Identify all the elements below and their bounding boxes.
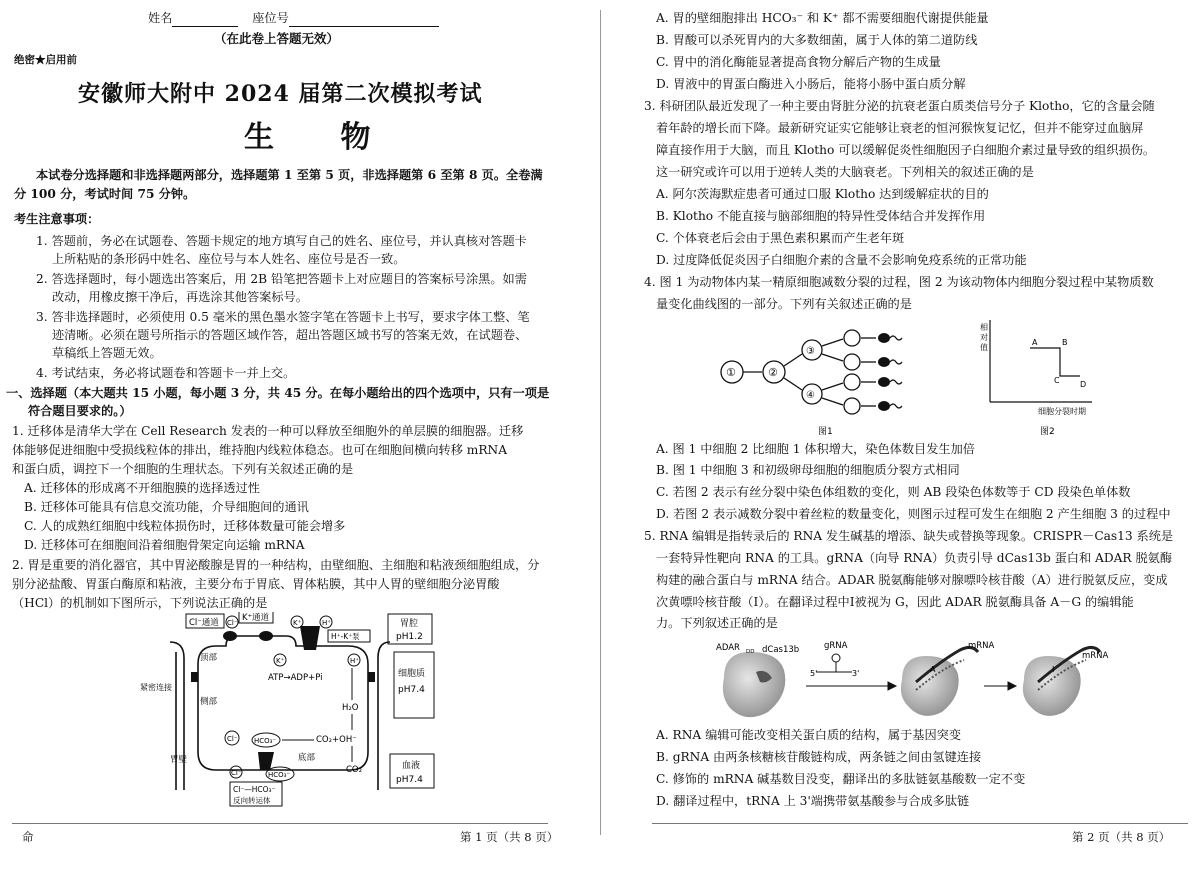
right-page: [600, 0, 1200, 885]
cl-ion: Cl⁻: [227, 619, 238, 627]
cell-4-label: ④: [806, 390, 815, 401]
y-axis-label-3: 值: [980, 343, 988, 352]
notice-title: 考生注意事项：: [14, 212, 100, 226]
point-d-label: D: [1080, 380, 1087, 389]
cell-3-label: ③: [806, 346, 815, 357]
stomach-wall-label: 胃壁: [170, 755, 188, 765]
q3-option-c[interactable]: C. 个体衰老后会由于黑色素积累而产生老年斑: [656, 231, 905, 245]
q5-option-d[interactable]: D. 翻译过程中，tRNA 上 3'端携带氨基酸参与合成多肽链: [656, 794, 970, 808]
hco3-inside: HCO₃⁻: [254, 737, 277, 745]
page-number: 第 1 页（共 8 页）: [460, 830, 559, 844]
q2-option-a[interactable]: A. 胃的壁细胞排出 HCO₃⁻ 和 K⁺ 都不需要细胞代谢提供能量: [656, 11, 989, 25]
step-graph-figure: [976, 320, 1096, 440]
section-title: 一、选择题（本大题共 15 小题，每小题 3 分，共 45 分。在每小题给出的四个选项中，只有一项是: [6, 386, 550, 400]
lumen-label: 胃腔: [400, 619, 419, 629]
cell-2-label: ②: [768, 366, 778, 379]
a-base-label: A: [930, 665, 936, 674]
q1-option-a[interactable]: A. 迁移体的形成离不开细胞膜的选择透过性: [24, 481, 260, 495]
water-label: H₂O: [342, 703, 359, 713]
q5-stem: 次黄嘌呤核苷酸（Ⅰ）。在翻译过程中Ⅰ被视为 G，因此 ADAR 脱氨酶具备 A－G 的编辑能: [656, 595, 1134, 609]
secret-mark: 绝密★启用前: [14, 54, 77, 66]
q2-option-d[interactable]: D. 胃液中的胃蛋白酶进入小肠后，能将小肠中蛋白质分解: [656, 77, 966, 91]
five-prime-label: 5': [810, 669, 818, 678]
notice-line: 2. 答选择题时，每小题选出答案后，用 2B 铅笔把答题卡上对应题目的答案标号涂黑。如需: [36, 272, 527, 286]
section-title-cont: 符合题目要求的。）: [28, 404, 132, 418]
cl-ion-basal: Cl⁻: [227, 735, 238, 743]
q3-stem: 着年龄的增长而下降。最新研究证实它能够让衰老的恒河猴恢复记忆，但并不能穿过血脑屏: [656, 121, 1144, 135]
q3-stem: 3. 科研团队最近发现了一种主要由肾脏分泌的抗衰老蛋白质类信号分子 Klotho，它的含量会随: [644, 99, 1155, 113]
h-ion-inside: H⁺: [350, 657, 359, 665]
exchanger-label-2: 反向转运体: [233, 796, 271, 805]
k-ion: K⁺: [293, 619, 302, 627]
hco3-out: HCO₃⁻: [268, 771, 291, 779]
q3-option-d[interactable]: D. 过度降低促炎因子白细胞介素的含量不会影响免疫系统的正常功能: [656, 253, 1027, 267]
q1-stem: 体能够促进细胞中受损线粒体的排出，维持胞内线粒体稳态。也可在细胞间横向转移 mRNA: [12, 443, 508, 457]
q1-stem: 1. 迁移体是清华大学在 Cell Research 发表的一种可以释放至细胞外的单层膜的细胞器。迁移: [12, 424, 524, 438]
q5-stem: 力。下列叙述正确的是: [656, 616, 778, 630]
notice-line: 3. 答非选择题时，必须使用 0.5 毫米的黑色墨水签字笔在答题卡上书写，要求字体工整、笔: [36, 310, 530, 324]
q2-stem: 别分泌盐酸、胃蛋白酶原和粘液，主要分布于胃底、胃体粘膜，其中人胃的壁细胞分泌胃酸: [12, 577, 500, 591]
name-field: [148, 9, 439, 27]
lumen-ph: pH1.2: [396, 632, 423, 642]
intro-line-2: 分 100 分，考试时间 75 分钟。: [14, 187, 196, 201]
q4-option-b[interactable]: B. 图 1 中细胞 3 和初级卵母细胞的细胞质分裂方式相同: [656, 463, 960, 477]
q5-option-c[interactable]: C. 修饰的 mRNA 碱基数目没变，翻译出的多肽链氨基酸数一定不变: [656, 772, 1026, 786]
k-channel-label: K⁺通道: [242, 613, 270, 623]
notice-line: 草稿纸上答题无效。: [52, 346, 162, 360]
cell-1-label: ①: [726, 366, 736, 379]
basal-label: 底部: [298, 753, 316, 763]
parietal-cell-figure: [140, 612, 440, 808]
seat-label: 座位号: [252, 11, 289, 25]
three-prime-label: 3': [852, 669, 860, 678]
exchanger-label: Cl⁻—HCO₃⁻: [233, 785, 276, 794]
q3-stem: 这一研究或许可以用于逆转人类的大脑衰老。下列相关的叙述正确的是: [656, 165, 1034, 179]
adar-label: ADAR: [716, 643, 740, 653]
q5-stem: 一套特异性靶向 RNA 的工具。gRNA（向导 RNA）负责引导 dCas13b 蛋白和 ADAR 脱氨酶: [656, 551, 1173, 565]
adar-sub-label: DD: [746, 649, 755, 655]
q1-option-d[interactable]: D. 迁移体可在细胞间沿着细胞骨架定向运输 mRNA: [24, 538, 305, 552]
lateral-label: 侧部: [200, 697, 218, 707]
notice-line: 4. 考试结束，务必将试题卷和答题卡一并上交。: [36, 366, 296, 380]
k-ion-inside: K⁺: [276, 657, 285, 665]
figure-1-caption: 图1: [818, 427, 833, 437]
q1-option-b[interactable]: B. 迁移体可能具有信息交流功能，介导细胞间的通讯: [24, 500, 309, 514]
atp-label: ATP→ADP+Pi: [268, 673, 323, 683]
q5-option-a[interactable]: A. RNA 编辑可能改变相关蛋白质的结构，属于基因突变: [656, 728, 962, 742]
cytoplasm-label: 细胞质: [398, 669, 426, 679]
blood-ph: pH7.4: [396, 775, 423, 785]
notice-line: 迹清晰。必须在题号所指示的答题区域作答，超出答题区域书写的答案无效，在试题卷、: [52, 328, 528, 342]
point-a-label: A: [1032, 338, 1038, 347]
q3-option-b[interactable]: B. Klotho 不能直接与脑部细胞的特异性受体结合并发挥作用: [656, 209, 986, 223]
q4-stem: 4. 图 1 为动物体内某一精原细胞减数分裂的过程，图 2 为该动物体内细胞分裂过程中某物质数: [644, 275, 1154, 289]
hk-pump-label: H⁺-K⁺泵: [331, 632, 360, 641]
no-answer-note: （在此卷上答题无效）: [214, 31, 340, 46]
subject-title: 生 物: [244, 120, 399, 155]
name-blank[interactable]: [172, 14, 238, 27]
footer-mark: 命: [22, 830, 34, 844]
y-axis-label-1: 相: [980, 323, 988, 332]
q3-stem: 障直接作用于大脑，而且 Klotho 可以缓解促炎性细胞因子白细胞介素过量导致的组织损伤。: [656, 143, 1156, 157]
q4-option-c[interactable]: C. 若图 2 表示有丝分裂中染色体组数的变化，则 AB 段染色体数等于 CD 段染色单体数: [656, 485, 1131, 499]
y-axis-label-2: 对: [980, 333, 988, 342]
point-c-label: C: [1054, 376, 1060, 385]
notice-line: 1. 答题前，务必在试题卷、答题卡规定的地方填写自己的姓名、座位号，并认真核对答题卡: [36, 234, 527, 248]
q2-stem: （HCl）的机制如下图所示，下列说法正确的是: [12, 596, 268, 610]
co2-oh-label: CO₂+OH⁻: [316, 735, 357, 745]
notice-line: 上所粘贴的条形码中姓名、座位号与本人姓名、座位号是否一致。: [52, 252, 406, 266]
name-label: 姓名: [148, 11, 173, 25]
q4-stem: 量变化曲线图的一部分。下列有关叙述正确的是: [656, 297, 912, 311]
notice-line: 改动，用橡皮擦干净后，再选涂其他答案标号。: [52, 290, 308, 304]
co2-label: CO₂: [346, 765, 363, 775]
dcas13b-label: dCas13b: [762, 645, 800, 655]
q1-stem: 和蛋白质，调控下一个细胞的生理状态。下列有关叙述正确的是: [12, 462, 354, 476]
exam-title: 安徽师大附中 2024 届第二次模拟考试: [78, 81, 483, 107]
meiosis-figure: [712, 320, 912, 440]
q5-stem: 构建的融合蛋白与 mRNA 结合。ADAR 脱氨酶能够对腺嘌呤核苷酸（A）进行脱氨反应，变成: [656, 573, 1168, 587]
rna-editing-figure: [716, 638, 1116, 724]
seat-blank[interactable]: [289, 14, 439, 27]
q2-stem: 2. 胃是重要的消化器官，其中胃泌酸腺是胃的一种结构，由壁细胞、主细胞和粘液颈细胞组成，分: [12, 558, 540, 572]
tight-junction-label: 紧密连接: [140, 683, 172, 692]
cl-channel-label: Cl⁻通道: [189, 618, 219, 628]
x-axis-label: 细胞分裂时期: [1038, 407, 1086, 416]
q2-option-c[interactable]: C. 胃中的消化酶能显著提高食物分解后产物的生成量: [656, 55, 941, 69]
page-number: 第 2 页（共 8 页）: [1072, 830, 1171, 844]
q2-option-b[interactable]: B. 胃酸可以杀死胃内的大多数细菌，属于人体的第二道防线: [656, 33, 978, 47]
cl-ion-out: Cl⁻: [231, 769, 242, 777]
intro-line-1: 本试卷分选择题和非选择题两部分，选择题第 1 至第 5 页，非选择题第 6 至第 8 页。全卷满: [36, 168, 543, 182]
grna-label: gRNA: [824, 641, 848, 651]
footer-rule: [12, 823, 548, 824]
q1-option-c[interactable]: C. 人的成熟红细胞中线粒体损伤时，迁移体数量可能会增多: [24, 519, 346, 533]
q5-stem: 5. RNA 编辑是指转录后的 RNA 发生碱基的增添、缺失或替换等现象。CRISPR－Cas13 系统是: [644, 529, 1174, 543]
h-ion: H⁺: [322, 619, 331, 627]
q5-option-b[interactable]: B. gRNA 由两条核糖核苷酸链构成，两条链之间由氢键连接: [656, 750, 982, 764]
apical-label: 顶部: [200, 653, 218, 663]
footer-rule: [652, 823, 1188, 824]
i-base-label: I: [1052, 665, 1055, 674]
blood-label: 血液: [402, 761, 421, 771]
q4-option-a[interactable]: A. 图 1 中细胞 2 比细胞 1 体积增大，染色体数目发生加倍: [656, 442, 975, 456]
mrna-label-1: mRNA: [968, 641, 995, 651]
cytoplasm-ph: pH7.4: [398, 685, 425, 695]
q3-option-a[interactable]: A. 阿尔茨海默症患者可通过口服 Klotho 达到缓解症状的目的: [656, 187, 989, 201]
mrna-label-2: mRNA: [1082, 651, 1109, 661]
q4-option-d[interactable]: D. 若图 2 表示减数分裂中着丝粒的数量变化，则图示过程可发生在细胞 2 产生细胞 3 的过程中: [656, 507, 1171, 521]
figure-2-caption: 图2: [1040, 427, 1055, 437]
point-b-label: B: [1062, 338, 1068, 347]
